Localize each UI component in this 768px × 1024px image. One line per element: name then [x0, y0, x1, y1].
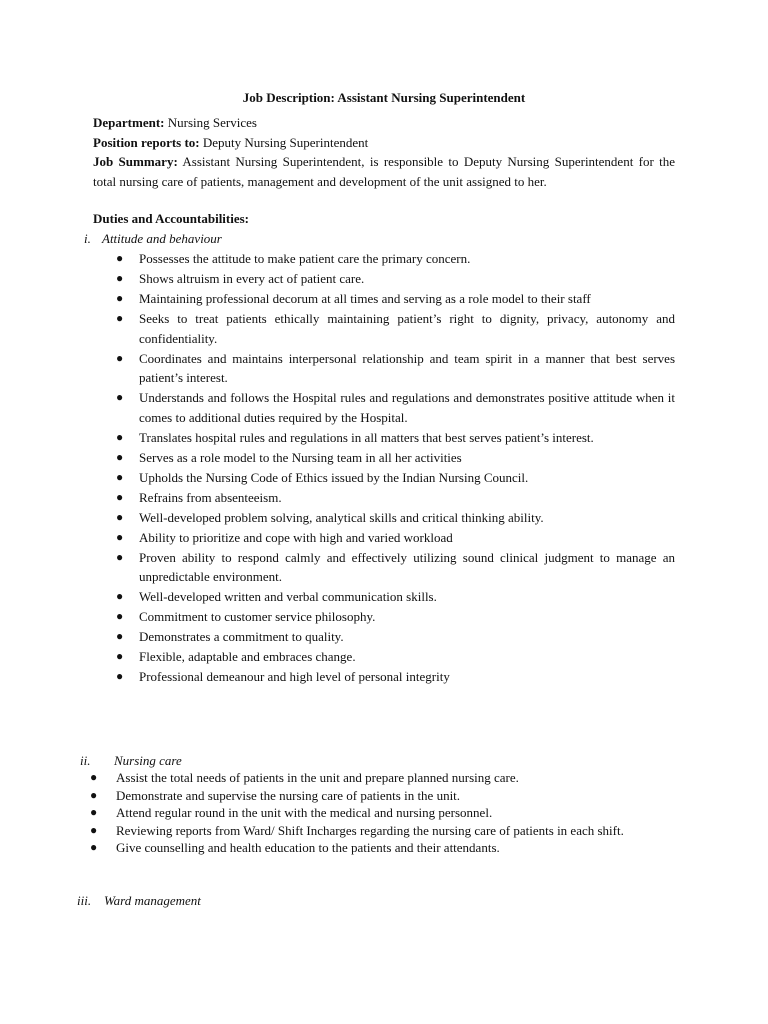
list-item-text: Maintaining professional decorum at all times and serving as a role model to their staff	[139, 291, 591, 306]
section-heading-nursing-care	[80, 751, 182, 771]
list-item	[90, 769, 675, 787]
section-number: iii.	[77, 893, 92, 908]
bullet-icon: ●	[116, 609, 124, 623]
list-item-text: Possesses the attitude to make patient care the primary concern.	[139, 251, 471, 266]
section-number: ii.	[80, 753, 91, 768]
list-item	[116, 388, 675, 427]
list-item	[116, 508, 675, 528]
reports-to-value: Deputy Nursing Superintendent	[199, 135, 369, 150]
list-item-text: Translates hospital rules and regulations in all matters that best serves patient’s interest.	[139, 429, 594, 445]
bullet-icon: ●	[116, 271, 124, 285]
job-summary	[93, 152, 675, 191]
list-item-text: Proven ability to respond calmly and effectively utilizing sound clinical judgment to manage an unpredictable environment.	[139, 549, 675, 584]
section-heading-ward-management	[77, 891, 201, 911]
bullet-icon: ●	[116, 469, 124, 484]
list-item	[116, 607, 675, 627]
bullet-icon: ●	[116, 390, 124, 404]
department-value: Nursing Services	[164, 115, 257, 130]
section-title: Attitude and behaviour	[102, 231, 222, 246]
department-line	[93, 113, 675, 133]
section-title: Ward management	[104, 893, 201, 908]
bullet-icon: ●	[90, 840, 98, 854]
document-title: Job Description: Assistant Nursing Superintendent	[242, 90, 526, 105]
department-label: Department:	[93, 115, 165, 130]
list-item	[116, 428, 675, 448]
list-item	[116, 349, 675, 388]
nursing-care-list	[90, 769, 675, 857]
list-item	[90, 804, 675, 822]
bullet-icon: ●	[116, 311, 124, 325]
list-item-text: Serves as a role model to the Nursing team in all her activities	[139, 449, 462, 465]
list-item	[116, 249, 675, 269]
bullet-icon: ●	[116, 350, 124, 365]
bullet-icon: ●	[116, 509, 124, 524]
list-item	[116, 448, 675, 468]
bullet-icon: ●	[116, 291, 124, 305]
list-item-text: Shows altruism in every act of patient care.	[139, 271, 365, 286]
list-item	[116, 627, 675, 647]
list-item-text: Commitment to customer service philosophy.	[139, 609, 376, 624]
duties-heading: Duties and Accountabilities:	[93, 211, 250, 226]
attitude-list	[116, 249, 675, 687]
list-item-text: Seeks to treat patients ethically maintaining patient’s right to dignity, privacy, autonomy and confidentiality.	[139, 311, 675, 346]
list-item-text: Refrains from absenteeism.	[139, 489, 282, 505]
list-item-text: Ability to prioritize and cope with high and varied workload	[139, 529, 453, 545]
section-heading-attitude	[84, 229, 222, 249]
bullet-icon: ●	[116, 251, 124, 265]
list-item-text: Flexible, adaptable and embraces change.	[139, 649, 356, 664]
list-item-text: Give counselling and health education to the patients and their attendants.	[116, 840, 500, 855]
list-item-text: Well-developed problem solving, analytical skills and critical thinking ability.	[139, 509, 544, 525]
list-item-text: Coordinates and maintains interpersonal relationship and team spirit in a manner that best serves patient’s interest.	[139, 350, 675, 385]
list-item	[116, 488, 675, 508]
list-item	[90, 787, 675, 805]
bullet-icon: ●	[116, 629, 124, 643]
bullet-icon: ●	[116, 669, 124, 683]
bullet-icon: ●	[116, 449, 124, 464]
list-item-text: Well-developed written and verbal communication skills.	[139, 589, 437, 604]
list-item	[116, 587, 675, 607]
bullet-icon: ●	[90, 805, 98, 819]
list-item	[116, 468, 675, 488]
job-summary-text: Assistant Nursing Superintendent, is responsible to Deputy Nursing Superintendent for the total nursing care of patients, management and development of the unit assigned to her.	[93, 154, 675, 189]
list-item	[116, 647, 675, 667]
bullet-icon: ●	[116, 429, 124, 444]
list-item	[116, 269, 675, 289]
list-item-text: Understands and follows the Hospital rules and regulations and demonstrates positive attitude when it comes to additional duties required by the Hospital.	[139, 390, 675, 425]
list-item-text: Upholds the Nursing Code of Ethics issued by the Indian Nursing Council.	[139, 469, 529, 485]
list-item	[116, 528, 675, 548]
job-summary-label: Job Summary:	[93, 154, 178, 169]
list-item	[116, 548, 675, 587]
bullet-icon: ●	[116, 649, 124, 663]
list-item-text: Reviewing reports from Ward/ Shift Incharges regarding the nursing care of patients in each shift.	[116, 822, 624, 838]
list-item	[116, 667, 675, 687]
list-item	[90, 822, 675, 840]
bullet-icon: ●	[116, 589, 124, 603]
list-item-text: Professional demeanour and high level of personal integrity	[139, 669, 450, 684]
section-number: i.	[84, 231, 91, 246]
bullet-icon: ●	[116, 489, 124, 504]
bullet-icon: ●	[90, 822, 98, 837]
list-item-text: Assist the total needs of patients in the unit and prepare planned nursing care.	[116, 770, 519, 785]
list-item-text: Demonstrate and supervise the nursing care of patients in the unit.	[116, 787, 461, 803]
section-title: Nursing care	[114, 753, 182, 768]
list-item	[116, 289, 675, 309]
reports-to-line	[93, 133, 675, 153]
bullet-icon: ●	[90, 770, 98, 784]
bullet-icon: ●	[116, 529, 124, 544]
bullet-icon: ●	[116, 549, 124, 564]
list-item-text: Attend regular round in the unit with the medical and nursing personnel.	[116, 805, 493, 820]
list-item	[90, 839, 675, 857]
bullet-icon: ●	[90, 787, 98, 802]
list-item	[116, 309, 675, 348]
list-item-text: Demonstrates a commitment to quality.	[139, 629, 344, 644]
reports-to-label: Position reports to:	[93, 135, 200, 150]
